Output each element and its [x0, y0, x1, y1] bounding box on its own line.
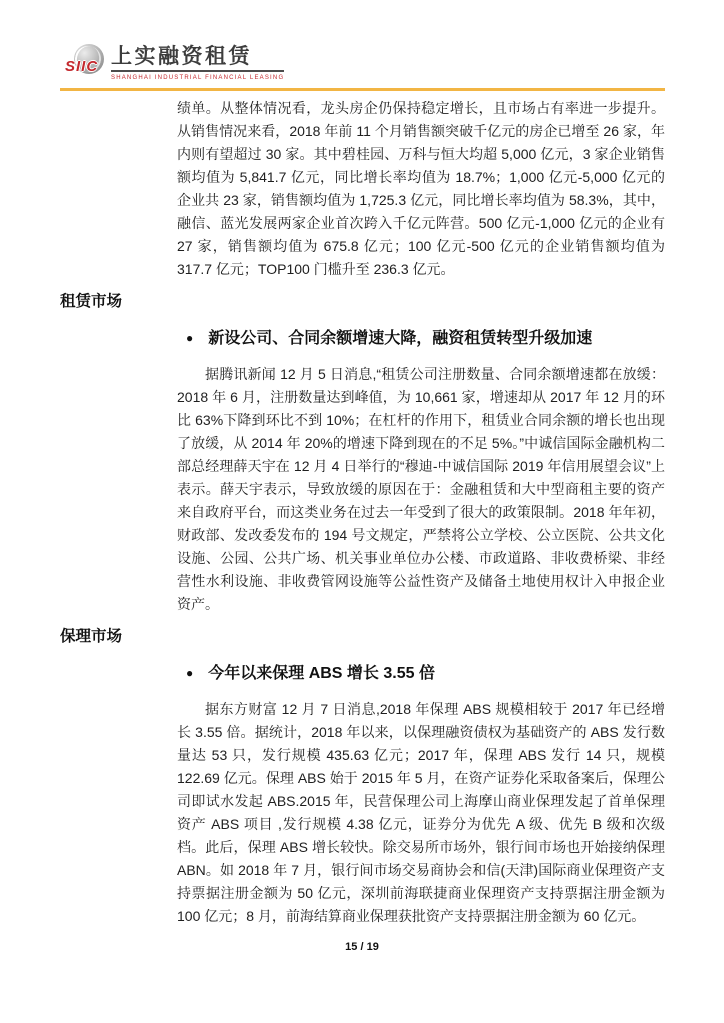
- globe-icon: [65, 44, 104, 78]
- document-body: [60, 97, 665, 938]
- bullet-heading-factoring: [186, 662, 665, 686]
- header-accent-rule: [60, 88, 665, 91]
- bullet-heading-text: 新设公司、合同余额增速大降，融资租赁转型升级加速: [208, 330, 593, 347]
- bullet-icon: ●: [186, 666, 194, 680]
- factoring-paragraph: 据东方财富 12 月 7 日消息,2018 年保理 ABS 规模相较于 2017 年已经增长 3.55 倍。据统计，2018 年以来，以保理融资债权为基础资产的 ABS 发行数量达 53 只，发行规模 435.63 亿元；2017 年，保理 ABS 发行 14 只，规模 122.69 亿元。保理 ABS 始于 2015 年 5 月，在资产证券化采取备案后，保理公司即试水发起 ABS.2015 年，民营保理公司上海摩山商业保理发起了首单保理资产 ABS 项目 ,发行规模 4.38 亿元，证券分为优先 A 级、优先 B 级和次级档。此后，保理 ABS 增长较快。除交易所市场外，银行间市场也开始接纳保理 ABN。如 2018 年 7 月，银行间市场交易商协会和信(天津)国际商业保理资产支持票据注册金额为 50 亿元，深圳前海联捷商业保理资产支持票据注册金额为 100 亿元；8 月，前海结算商业保理获批资产支持票据注册金额为 60 亿元。: [177, 701, 665, 924]
- page-number: 15 / 19: [345, 941, 379, 953]
- company-name-english: SHANGHAI INDUSTRIAL FINANCIAL LEASING: [111, 75, 285, 82]
- page-header: [65, 44, 285, 82]
- logo-name-block: [111, 44, 284, 81]
- page-footer: [0, 941, 724, 953]
- bullet-heading-text: 今年以来保理 ABS 增长 3.55 倍: [208, 665, 435, 682]
- section-title-factoring-market: 保理市场: [60, 628, 123, 645]
- leasing-paragraph: 据腾讯新闻 12 月 5 日消息,“租赁公司注册数量、合同余额增速都在放缓：2018 年 6 月，注册数量达到峰值，为 10,661 家，增速却从 2017 年 12 月的环比 63%下降到环比不到 10%；在杠杆的作用下，租赁业合同余额的增长也出现了放缓，从 2014 年 20%的增速下降到现在的不足 5%。”中诚信国际金融机构二部总经理薛天宇在 12 月 4 日举行的“穆迪-中诚信国际 2019 年信用展望会议”上表示。薛天宇表示，导致放缓的原因在于：金融租赁和大中型商租主要的资产来自政府平台，而这类业务在过去一年受到了很大的政策限制。2018 年年初，财政部、发改委发布的 194 号文规定，严禁将公立学校、公立医院、公共文化设施、公园、公共广场、机关事业单位办公楼、市政道路、非收费桥梁、非经营性水利设施、非收费管网设施等公益性资产及储备土地使用权计入申报企业资产。: [177, 366, 665, 612]
- intro-paragraph: 绩单。从整体情况看，龙头房企仍保持稳定增长，且市场占有率进一步提升。从销售情况来看，2018 年前 11 个月销售额突破千亿元的房企已增至 26 家，年内则有望超过 30 家。其中碧桂园、万科与恒大均超 5,000 亿元，3 家企业销售额均值为 5,841.7 亿元，同比增长率均值为 18.7%；1,000 亿元-5,000 亿元的企业共 23 家，销售额均值为 1,725.3 亿元，同比增长率均值为 58.3%，其中，融信、蓝光发展两家企业首次跨入千亿元阵营。500 亿元-1,000 亿元的企业有 27 家，销售额均值为 675.8 亿元；100 亿元-500 亿元的企业销售额均值为 317.7 亿元；TOP100 门槛升至 236.3 亿元。: [177, 100, 665, 277]
- company-name-chinese: 上实融资租赁: [111, 45, 284, 72]
- logo-siic-text: SIIC: [65, 58, 99, 75]
- bullet-icon: ●: [186, 331, 194, 345]
- company-logo: [65, 44, 285, 82]
- bullet-heading-leasing: [186, 327, 665, 351]
- section-title-leasing-market: 租赁市场: [60, 293, 123, 310]
